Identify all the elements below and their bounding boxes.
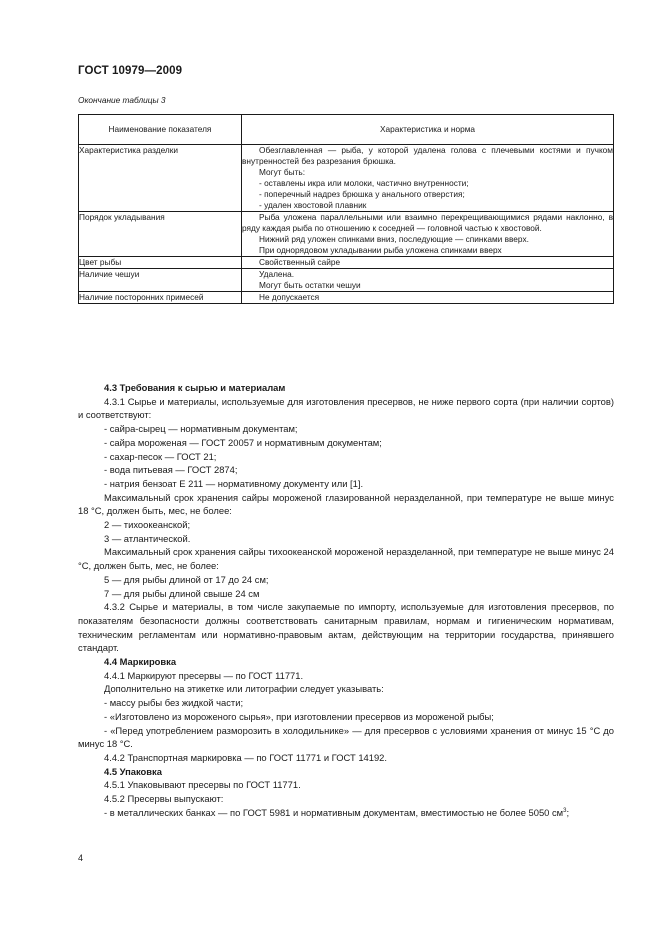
list-item: 7 — для рыбы длиной свыше 24 см <box>104 587 260 599</box>
list-item-text: - в металлических банках — по ГОСТ 5981 и нормативным документам, вместимостью не более 5050 см <box>104 806 564 818</box>
characteristic-cell <box>242 257 614 269</box>
list-item: - сайра мороженая — ГОСТ 20057 и нормативным документам; <box>104 436 382 448</box>
column-header-indicator: Наименование показателя <box>79 115 242 145</box>
characteristic-line: При однорядовом укладывании рыба уложена спинками вверх <box>259 245 502 255</box>
paragraph: Максимальный срок хранения сайры мороженой глазированной неразделанной, при температуре не выше минус 18 °С, должен быть, мес, не более: <box>78 491 614 517</box>
document-title: ГОСТ 10979—2009 <box>78 65 183 77</box>
table-row <box>79 257 614 269</box>
characteristic-line: Могут быть остатки чешуи <box>259 280 361 290</box>
document-body <box>78 381 614 820</box>
list-item: - массу рыбы без жидкой части; <box>104 697 244 709</box>
characteristic-line: Нижний ряд уложен спинками вниз, последующие — спинками вверх. <box>259 234 529 244</box>
list-item-end: ; <box>566 806 570 818</box>
indicator-cell: Наличие посторонних примесей <box>79 292 242 304</box>
table-caption: Окончание таблицы 3 <box>78 95 166 105</box>
superscript: 3 <box>563 807 567 814</box>
paragraph: Дополнительно на этикетке или литографии следует указывать: <box>104 683 384 695</box>
list-item: 5 — для рыбы длиной от 17 до 24 см; <box>104 573 269 585</box>
characteristic-line: - оставлены икра или молоки, частично внутренности; <box>259 178 469 188</box>
characteristic-line: Свойственный сайре <box>259 257 341 267</box>
list-item: - натрия бензоат Е 211 — нормативному документу или [1]. <box>104 477 364 489</box>
table-header-row <box>79 115 614 145</box>
characteristic-line: Не допускается <box>259 292 320 302</box>
list-item: - сайра-сырец — нормативным документам; <box>104 423 298 435</box>
paragraph: 4.5.1 Упаковывают пресервы по ГОСТ 11771. <box>104 779 301 791</box>
indicator-cell: Цвет рыбы <box>79 257 242 269</box>
table-row <box>79 145 614 212</box>
section-heading: 4.3 Требования к сырью и материалам <box>104 382 286 393</box>
characteristic-line: Обезглавленная — рыба, у которой удалена голова с плечевыми костями и пучком внутренностей без разрезания брюшка. <box>242 145 613 166</box>
list-item: 3 — атлантической. <box>104 532 191 544</box>
list-item: - сахар-песок — ГОСТ 21; <box>104 450 217 462</box>
list-item <box>78 806 614 820</box>
table-row <box>79 212 614 257</box>
paragraph: Максимальный срок хранения сайры тихоокеанской мороженой неразделанной, при температуре не выше минус 24 °С, должен быть, мес, не более: <box>78 546 614 572</box>
paragraph: 4.3.2 Сырье и материалы, в том числе закупаемые по импорту, используемые для изготовления пресервов, по показателям безопасности должны соответствовать санитарным правилам, нормам и гигиеническим нормативам, техническим регламентам или нормативно-правовым актам, действующим на территории государства, принявшего стандарт. <box>78 601 614 654</box>
indicator-cell: Характеристика разделки <box>79 145 242 212</box>
characteristic-line: - удален хвостовой плавник <box>259 200 367 210</box>
list-item: - «Изготовлено из мороженого сырья», при изготовлении пресервов из мороженой рыбы; <box>104 710 494 722</box>
list-item: 2 — тихоокеанской; <box>104 519 191 531</box>
page-number: 4 <box>78 853 84 863</box>
table-row <box>79 269 614 292</box>
list-item: - вода питьевая — ГОСТ 2874; <box>104 464 238 476</box>
table-row <box>79 292 614 304</box>
characteristic-line: - поперечный надрез брюшка у анального отверстия; <box>259 189 465 199</box>
indicator-cell: Наличие чешуи <box>79 269 242 292</box>
list-item: - «Перед употреблением разморозить в холодильнике» — для пресервов с условиями хранения от минус 15 °С до минус 18 °С. <box>78 724 614 750</box>
column-header-characteristic: Характеристика и норма <box>242 115 614 145</box>
indicator-cell: Порядок укладывания <box>79 212 242 257</box>
specification-table <box>78 114 614 304</box>
characteristic-cell <box>242 269 614 292</box>
characteristic-line: Удалена. <box>259 269 295 279</box>
paragraph: 4.5.2 Пресервы выпускают: <box>104 793 224 805</box>
section-heading: 4.4 Маркировка <box>104 656 177 668</box>
characteristic-line: Могут быть: <box>259 167 306 177</box>
paragraph: 4.4.2 Транспортная маркировка — по ГОСТ 11771 и ГОСТ 14192. <box>104 751 387 763</box>
section-heading: 4.5 Упаковка <box>104 765 162 777</box>
paragraph: 4.4.1 Маркируют пресервы — по ГОСТ 11771. <box>104 669 304 681</box>
characteristic-cell <box>242 145 614 212</box>
characteristic-cell <box>242 212 614 257</box>
characteristic-line: Рыба уложена параллельными или взаимно перекрещивающимися рядами наклонно, в ряду каждая рыба по отношению к соседней — головной частью к хвостовой. <box>242 212 613 233</box>
paragraph: 4.3.1 Сырье и материалы, используемые для изготовления пресервов, не ниже первого сорта (при наличии сортов) и соответствуют: <box>78 395 614 421</box>
characteristic-cell <box>242 292 614 304</box>
